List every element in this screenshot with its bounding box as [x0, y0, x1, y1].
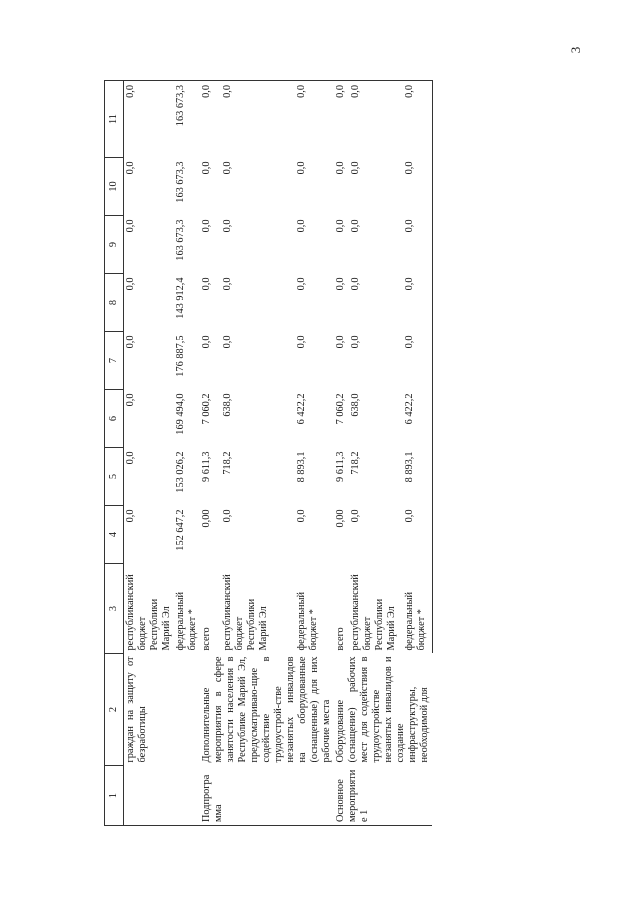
- value-cell: 163 673,3: [175, 161, 186, 203]
- value-cell: 0,0: [403, 274, 432, 332]
- value-cell: 0,0: [221, 219, 233, 233]
- value-cell: 0,0: [221, 161, 233, 175]
- column-number: 5: [105, 448, 124, 506]
- table-row: [334, 81, 349, 826]
- value-cell: 0,0: [125, 161, 136, 175]
- value-cell: 0,0: [296, 161, 308, 175]
- value-cell: 0,0: [221, 509, 233, 523]
- value-cell: 0,0: [124, 81, 175, 158]
- value-cell: 0,0: [295, 81, 334, 158]
- table-row: [124, 81, 175, 826]
- value-cell: 0,0: [403, 506, 432, 564]
- value-cell: 9 611,3: [201, 451, 212, 483]
- value-cell: 0,0: [403, 332, 432, 390]
- value-cell: 9 611,3: [335, 451, 346, 483]
- column-number: 6: [105, 390, 124, 448]
- column-number: 8: [105, 274, 124, 332]
- funding-source-cell: республиканский бюджет Республики Марий Эл: [125, 574, 172, 651]
- value-cell: 0,0: [125, 393, 136, 407]
- value-cell: 0,0: [350, 335, 362, 349]
- value-cell: 0,0: [125, 219, 136, 233]
- value-cell: 0,00: [335, 509, 346, 528]
- value-cell: 638,0: [350, 393, 362, 417]
- value-cell: 0,0: [350, 277, 362, 291]
- value-cell: 0,0: [403, 158, 432, 216]
- funding-source-cell: всего: [201, 627, 212, 651]
- value-cell: 0,0: [335, 277, 346, 291]
- program-name-cell: Оборудование (оснащение) рабочих мест для содействия в трудоустройстве незанятых инвалидов и создание инфраструктуры, необходимой для: [335, 656, 430, 763]
- program-type-cell: Основное мероприятие 1: [334, 766, 432, 826]
- value-cell: 0,0: [335, 161, 346, 175]
- value-cell: 0,0: [350, 161, 362, 175]
- value-cell: 163 673,3: [174, 81, 200, 158]
- value-cell: 7 060,2: [335, 393, 346, 425]
- page-number: 3: [568, 46, 583, 54]
- budget-table: [104, 80, 433, 826]
- value-cell: 0,0: [403, 216, 432, 274]
- value-cell: 718,2: [221, 451, 233, 475]
- value-cell: 0,0: [201, 335, 212, 349]
- value-cell: 0,0: [221, 81, 295, 158]
- value-cell: 6 422,2: [403, 390, 432, 448]
- value-cell: 0,0: [125, 509, 136, 523]
- rotated-table-container: [104, 81, 524, 826]
- program-type-cell: [124, 766, 201, 826]
- program-name-cell: Дополнительные мероприятия в сфере занятости населения в Республике Марий Эл, предусматриваю-щие содействие в трудоустрой-стве незанятых инвалидов на оборудованные (оснащенные) для них рабочие места: [201, 656, 332, 763]
- value-cell: 0,0: [296, 335, 308, 349]
- value-cell: 0,0: [335, 335, 346, 349]
- value-cell: 0,0: [125, 277, 136, 291]
- value-cell: 152 647,2: [175, 509, 186, 551]
- funding-source-cell: республиканский бюджет Республики Марий Эл: [221, 574, 269, 651]
- column-number: 3: [105, 564, 124, 654]
- value-cell: 0,0: [296, 219, 308, 233]
- program-name-cell: граждан на защиту от безработицы: [125, 656, 148, 763]
- column-number-row: [105, 81, 124, 826]
- value-cell: 176 887,5: [175, 335, 186, 377]
- program-type-cell: Подпрограмма: [200, 766, 334, 826]
- value-cell: 0,00: [201, 509, 212, 528]
- funding-source-cell: федеральный бюджет *: [296, 592, 320, 651]
- value-cell: 8 893,1: [403, 448, 432, 506]
- value-cell: 0,0: [201, 161, 212, 175]
- value-cell: 153 026,2: [175, 451, 186, 493]
- column-number: 4: [105, 506, 124, 564]
- table-body: [105, 81, 433, 826]
- value-cell: 0,0: [221, 277, 233, 291]
- funding-source-cell: всего: [335, 627, 346, 651]
- value-cell: 0,0: [201, 219, 212, 233]
- value-cell: 0,0: [350, 219, 362, 233]
- funding-source-cell: федеральный бюджет *: [175, 592, 198, 651]
- value-cell: 7 060,2: [201, 393, 212, 425]
- value-cell: 0,0: [349, 81, 403, 158]
- value-cell: 143 912,4: [175, 277, 186, 319]
- column-number: 1: [105, 766, 124, 826]
- column-number: 11: [105, 81, 124, 158]
- value-cell: 169 494,0: [175, 393, 186, 435]
- value-cell: 0,0: [296, 509, 308, 523]
- column-number: 9: [105, 216, 124, 274]
- funding-source-cell: федеральный бюджет *: [403, 564, 432, 654]
- value-cell: 0,0: [125, 335, 136, 349]
- value-cell: 638,0: [221, 393, 233, 417]
- value-cell: 0,0: [125, 451, 136, 465]
- value-cell: 0,0: [200, 81, 221, 158]
- value-cell: 0,0: [334, 81, 349, 158]
- value-cell: 0,0: [335, 219, 346, 233]
- column-number: 7: [105, 332, 124, 390]
- table-row: [200, 81, 221, 826]
- value-cell: 8 893,1: [296, 451, 308, 483]
- value-cell: 718,2: [350, 451, 362, 475]
- value-cell: 0,0: [350, 509, 362, 523]
- funding-source-cell: республиканский бюджет Республики Марий Эл: [350, 574, 398, 651]
- value-cell: 0,0: [403, 81, 432, 158]
- column-number: 10: [105, 158, 124, 216]
- value-cell: 163 673,3: [175, 219, 186, 261]
- column-number: 2: [105, 654, 124, 766]
- value-cell: 0,0: [296, 277, 308, 291]
- value-cell: 0,0: [201, 277, 212, 291]
- value-cell: 6 422,2: [296, 393, 308, 425]
- value-cell: 0,0: [221, 335, 233, 349]
